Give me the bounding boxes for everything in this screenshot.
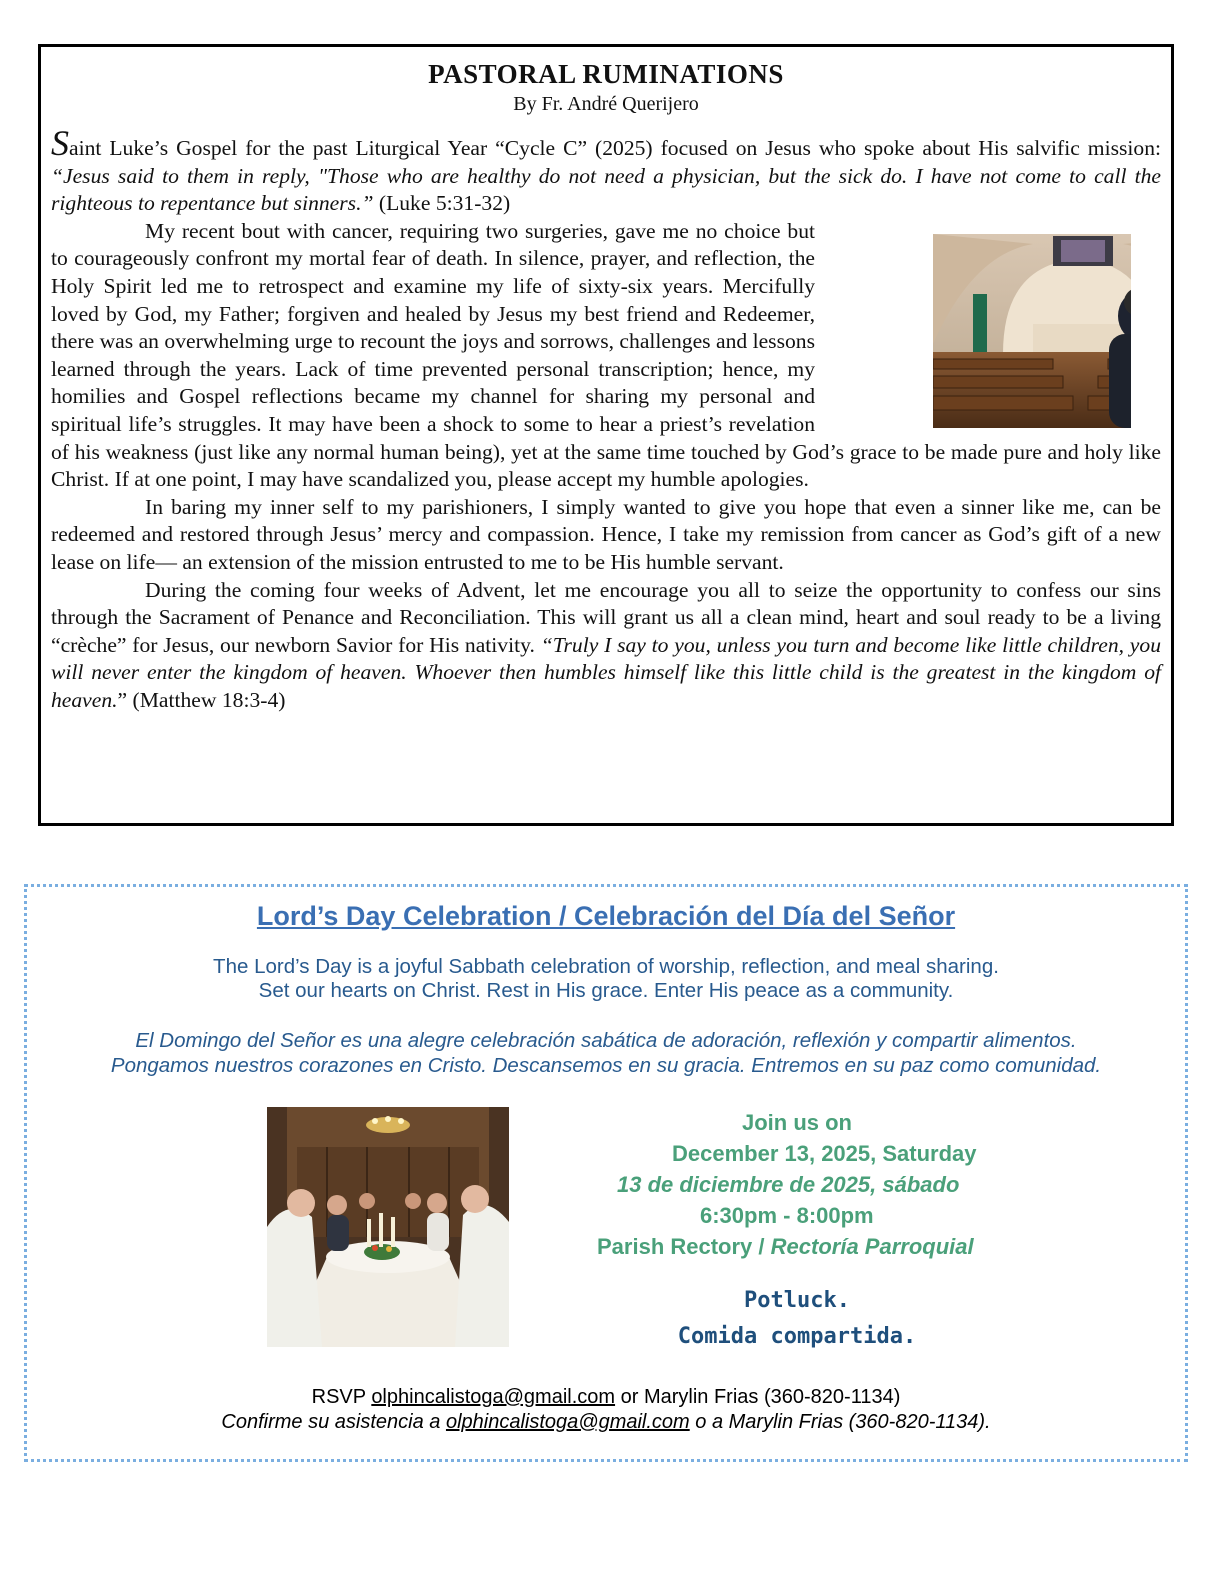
matthew-reference: ” (Matthew 18:3-4) <box>117 687 286 712</box>
dinner-photo <box>267 1107 509 1347</box>
potluck-es: Comida compartida. <box>677 1324 917 1349</box>
event-date-es: 13 de diciembre de 2025, sábado <box>617 1172 960 1197</box>
rsvp-email-link[interactable]: olphincalistoga@gmail.com <box>371 1386 616 1408</box>
paragraph-1 <box>51 123 1161 218</box>
confirm-prefix: Confirme su asistencia a <box>221 1411 446 1433</box>
rsvp-suffix: or Marylin Frias (360-820-1134) <box>615 1386 901 1408</box>
paragraph-3: In baring my inner self to my parishioners, I simply wanted to give you hope that even a sinner like me, can be redeemed and restored through Jesus’ mercy and compassion. Hence, I take my remission from cancer as God’s gift of a new lease on life— an extension of the mission entrusted to me to be His humble servant. <box>51 494 1161 574</box>
es-line-1: El Domingo del Señor es una alegre celebración sabática de adoración, reflexión y compartir alimentos. <box>135 1029 1077 1052</box>
es-line-2: Pongamos nuestros corazones en Cristo. Descansemos en su gracia. Entremos en su paz como comunidad. <box>110 1054 1102 1077</box>
spanish-description <box>27 1028 1185 1078</box>
church-photo <box>839 234 1131 428</box>
potluck-en: Potluck. <box>744 1288 850 1313</box>
event-details <box>587 1107 1007 1262</box>
article-byline: By Fr. André Querijero <box>513 93 699 115</box>
article-body <box>51 123 1161 714</box>
luke-quote: “Jesus said to them in reply, "Those who are healthy do not need a physician, but the sick do. I have not come to call the righteous to repentance but sinners.” <box>51 163 1161 216</box>
en-line-1: The Lord’s Day is a joyful Sabbath celebration of worship, reflection, and meal sharing. <box>213 955 999 978</box>
church-interior-image <box>933 234 1131 428</box>
drop-cap: S <box>51 123 69 163</box>
rsvp-es <box>27 1410 1185 1435</box>
potluck-note <box>587 1283 1007 1355</box>
rsvp-en <box>27 1385 1185 1410</box>
p2-text: My recent bout with cancer, requiring two surgeries, gave me no choice but to courageously confront my mortal fear of death. In silence, prayer, and reflection, the Holy Spirit led me to retrospect and examine my life of sixty-six years. Mercifully loved by God, my Father; forgiven and healed by Jesus my best friend and Redeemer, there was an overwhelming urge to recount the joys and sorrows, challenges and lessons learned through the years. Lack of time prevented personal transcription; hence, my homilies and Gospel reflections became my channel for sharing my personal and spiritual life’s struggles. It may have been a shock to some to hear a priest’s revelation of his weakness (just like any normal human being), yet at the same time touched by God’s grace to be made pure and holy like Christ. If at one point, I may have scandalized you, please accept my humble apologies. <box>51 218 1161 492</box>
location-es: Rectoría Parroquial <box>770 1234 974 1259</box>
confirm-email-link[interactable]: olphincalistoga@gmail.com <box>445 1411 690 1433</box>
english-description <box>27 955 1185 1003</box>
confirm-suffix: o a Marylin Frias (360-820-1134). <box>689 1411 991 1433</box>
pastoral-ruminations-box <box>38 44 1174 826</box>
en-line-2: Set our hearts on Christ. Rest in His grace. Enter His peace as a community. <box>258 979 954 1002</box>
location-en: Parish Rectory / <box>597 1234 771 1259</box>
p4-text: During the coming four weeks of Advent, let me encourage you all to seize the opportunity to confess our sins through the Sacrament of Penance and Reconciliation. This will grant us all a clean mind, heart and soul ready to be a living “crèche” for Jesus, our newborn Savior for His nativity. <box>51 577 1161 657</box>
event-location <box>587 1231 1007 1262</box>
paragraph-4 <box>51 577 1161 715</box>
article-title: PASTORAL RUMINATIONS <box>428 59 784 89</box>
matthew-quote: “Truly I say to you, unless you turn and become like little children, you will never enter the kingdom of heaven. Whoever then humbles himself like this little child is the greatest in the kingdom of heaven. <box>51 632 1161 712</box>
p1-text: aint Luke’s Gospel for the past Liturgical Year “Cycle C” (2025) focused on Jesus who spoke about His salvific mission: <box>69 136 1161 160</box>
lords-day-box <box>24 884 1188 1462</box>
event-date-en: December 13, 2025, Saturday <box>672 1141 977 1166</box>
rsvp-prefix: RSVP <box>311 1386 372 1408</box>
rsvp-block <box>27 1385 1185 1435</box>
dinner-table-image <box>267 1107 509 1347</box>
luke-reference: (Luke 5:31-32) <box>373 191 511 216</box>
join-label: Join us on <box>742 1110 852 1135</box>
paragraph-2 <box>51 218 1161 494</box>
lords-day-heading: Lord’s Day Celebration / Celebración del Día del Señor <box>256 901 956 931</box>
event-time: 6:30pm - 8:00pm <box>700 1203 874 1228</box>
